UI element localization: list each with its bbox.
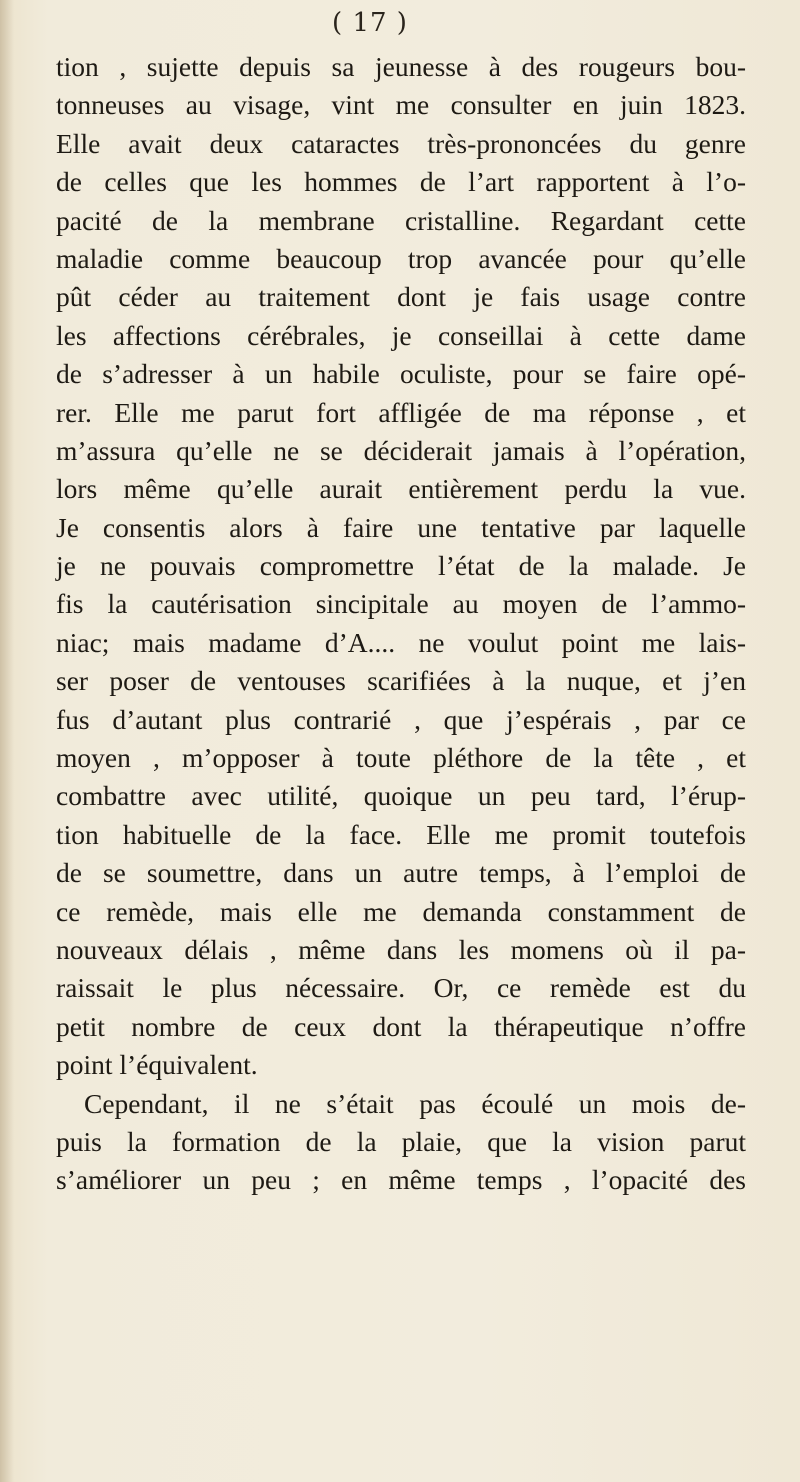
text-line: tion , sujette depuis sa jeunesse à des rougeurs bou- [56,51,746,82]
text-line: les affections cérébrales, je conseillai à cette dame [56,319,746,351]
text-line: tion habituelle de la face. Elle me promit toutefois [56,818,746,850]
text-line: pût céder au traitement dont je fais usage contre [56,281,746,313]
text-line: raissait le plus nécessaire. Or, ce remède est du [56,972,746,1004]
text-line-paragraph-start: Cependant, il ne s’était pas écoulé un mois de- [84,1087,746,1119]
text-line: s’améliorer un peu ; en même temps , l’opacité des [56,1164,746,1196]
text-line-paragraph-end: point l’équivalent. [56,1049,258,1081]
text-line: niac; mais madame d’A.... ne voulut point me lais- [56,626,746,658]
text-line: Elle avait deux cataractes très-prononcées du genre [56,127,746,159]
text-line: de celles que les hommes de l’art rapportent à l’o- [56,166,746,198]
text-line: je ne pouvais compromettre l’état de la malade. Je [56,550,746,582]
text-line: maladie comme beaucoup trop avancée pour qu’elle [56,242,746,274]
text-line: ser poser de ventouses scarifiées à la nuque, et j’en [56,665,746,697]
text-line: rer. Elle me parut fort affligée de ma réponse , et [56,396,746,428]
text-line: lors même qu’elle aurait entièrement perdu la vue. [56,473,746,505]
body-text [56,48,746,1200]
text-line: m’assura qu’elle ne se déciderait jamais à l’opération, [56,434,746,466]
text-line: combattre avec utilité, quoique un peu tard, l’érup- [56,780,746,812]
text-line: pacité de la membrane cristalline. Regardant cette [56,204,746,236]
text-line: nouveaux délais , même dans les momens où il pa- [56,933,746,965]
text-line: Je consentis alors à faire une tentative par laquelle [56,511,746,543]
text-line: de se soumettre, dans un autre temps, à l’emploi de [56,857,746,889]
text-line: fus d’autant plus contrarié , que j’espérais , par ce [56,703,746,735]
text-line: fis la cautérisation sincipitale au moyen de l’ammo- [56,588,746,620]
text-line: petit nombre de ceux dont la thérapeutique n’offre [56,1010,746,1042]
text-line: puis la formation de la plaie, que la vision parut [56,1125,746,1157]
text-line: moyen , m’opposer à toute pléthore de la tête , et [56,742,746,774]
text-line: de s’adresser à un habile oculiste, pour se faire opé- [56,358,746,390]
text-line: ce remède, mais elle me demanda constamment de [56,895,746,927]
page-number: ( 17 ) [332,8,408,38]
page-spine-shadow [0,0,14,1482]
text-line: tonneuses au visage, vint me consulter en juin 1823. [56,89,746,121]
